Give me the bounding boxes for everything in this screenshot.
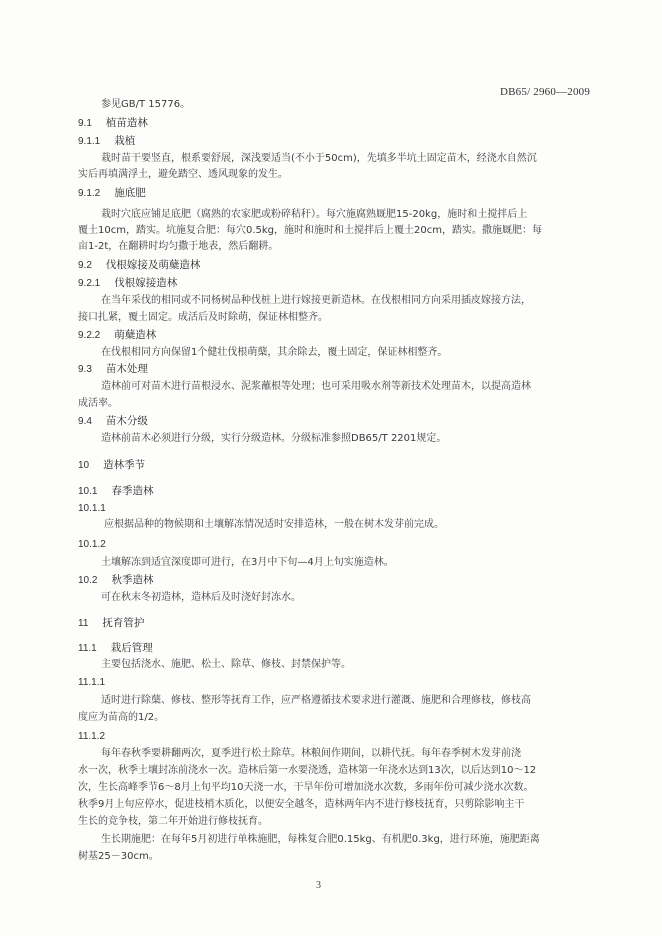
- section-title: 秋季造林: [111, 574, 154, 586]
- section-title: 施底肥: [114, 187, 146, 199]
- section-number: 10.2: [78, 575, 98, 586]
- body-line: [101, 380, 531, 394]
- body-text: 每年春秋季要耕翻两次，夏季进行松土除草。林粮间作期间，以耕代抚。每年春季树木发芽前浇: [101, 748, 521, 759]
- body-text: 主要包括浇水、施肥、松土、除草、修枝、封禁保护等。: [101, 659, 351, 670]
- section-heading: [78, 258, 200, 273]
- body-line: [78, 311, 328, 325]
- section-number: 10: [78, 460, 90, 471]
- body-line: [101, 747, 521, 761]
- body-line: [78, 850, 159, 864]
- body-text: 生长的竞争枝，第二年开始进行修枝抚育。: [78, 816, 268, 827]
- section-title: 春季造林: [111, 485, 154, 497]
- body-line: [101, 346, 447, 360]
- page-number: 3: [316, 880, 321, 891]
- section-number: 11.1: [78, 643, 97, 654]
- section-number: 10.1.2: [78, 539, 106, 550]
- section-number: 9.2.2: [78, 330, 101, 341]
- body-text: 生长期施肥：在每年5月初进行单株施肥，每株复合肥0.15kg、有机肥0.3kg，进行环施，施肥距离: [101, 834, 540, 845]
- section-title: 苗木处理: [105, 363, 148, 375]
- section-title: 植苗造林: [105, 117, 148, 129]
- body-line: [101, 152, 537, 166]
- body-line: [78, 397, 118, 411]
- section-number: 10.1.1: [78, 503, 106, 514]
- body-line: [104, 518, 444, 532]
- body-text: 成活率。: [78, 398, 118, 409]
- body-text: 次，生长高峰季节6～8月上旬平均10天浇一水，干旱年份可增加浇水次数，多雨年份可减少浇水次数。: [78, 782, 534, 793]
- body-line: [78, 711, 164, 725]
- section-heading: [78, 328, 156, 343]
- body-text: 秋季9月上旬应停水，促进枝梢木质化，以便安全越冬，造林两年内不进行修枝抚育，只剪除影响主干: [78, 799, 525, 810]
- section-title: 抚育管护: [102, 617, 145, 629]
- section-title: 栽后管理: [110, 642, 153, 654]
- section-heading: [78, 675, 105, 690]
- section-heading: [78, 186, 146, 201]
- section-number: 11: [78, 618, 89, 629]
- section-heading: [78, 537, 106, 552]
- section-heading: [78, 729, 105, 744]
- body-text: 亩1-2t，在翻耕时均匀撒于地表，然后翻耕。: [78, 241, 279, 252]
- body-text: 栽时穴底应铺足底肥（腐熟的农家肥或粉碎秸秆）。每穴施腐熟厩肥15-20kg，施时和土搅拌后上: [101, 209, 528, 220]
- body-text: 覆土10cm，踏实。坑施复合肥：每穴0.5kg，施时和施时和土搅拌后上覆土20cm，踏实。撒施厩肥：每: [78, 225, 542, 236]
- section-heading: [78, 116, 148, 131]
- body-line: [78, 781, 533, 795]
- section-number: 9.3: [78, 364, 92, 375]
- body-line: [78, 798, 524, 812]
- section-number: 9.2.1: [78, 278, 101, 289]
- body-text: 可在秋末冬初造林，造林后及时浇好封冻水。: [101, 592, 301, 603]
- body-line: [78, 764, 536, 778]
- body-text: 接口扎紧，覆土固定。成活后及时除萌，保证林相整齐。: [78, 312, 328, 323]
- body-text: 栽时苗干要竖直，根系要舒展，深浅要适当(不小于50cm)，先填多半坑土固定苗木，经浇水自然沉: [101, 153, 537, 164]
- section-heading: [78, 573, 153, 588]
- body-text: 在伐根相同方向保留1个健壮伐根萌蘖，其余除去，覆土固定，保证林相整齐。: [101, 347, 448, 358]
- section-title: 萌蘖造林: [114, 329, 157, 341]
- body-line: [101, 658, 351, 672]
- section-title: 造林季节: [103, 459, 146, 471]
- body-line: [78, 815, 268, 829]
- body-text: 实后再填满浮土，避免踏空、透风现象的发生。: [78, 169, 288, 180]
- body-line: [101, 556, 394, 570]
- body-text: 树基25－30cm。: [78, 851, 159, 862]
- section-heading: [78, 458, 145, 473]
- section-heading: [78, 362, 148, 377]
- body-text: 造林前可对苗木进行苗根浸水、泥浆蘸根等处理；也可采用吸水剂等新技术处理苗木，以提高造林: [101, 381, 531, 392]
- section-number: 9.1.2: [78, 188, 101, 199]
- section-heading: [78, 616, 144, 631]
- section-heading: [78, 276, 177, 291]
- document-code: DB65/ 2960—2009: [500, 86, 591, 98]
- section-title: 伐根嫁接及萌蘖造林: [105, 259, 201, 271]
- section-title: 苗木分级: [105, 415, 148, 427]
- body-text: 应根据品种的物候期和土壤解冻情况适时安排造林，一般在树木发芽前完成。: [104, 519, 444, 530]
- body-text: 度应为苗高的1/2。: [78, 712, 165, 723]
- body-line: [101, 694, 531, 708]
- section-heading: [78, 641, 153, 656]
- body-text: 造林前苗木必须进行分级，实行分级造林。分级标准参照DB65/T 2201规定。: [101, 433, 447, 444]
- section-heading: [78, 134, 135, 149]
- section-number: 9.1: [78, 118, 92, 129]
- section-number: 9.1.1: [78, 136, 101, 147]
- body-line: [101, 833, 540, 847]
- section-number: 10.1: [78, 486, 98, 497]
- section-number: 9.2: [78, 260, 92, 271]
- body-line: [78, 168, 288, 182]
- body-line: [101, 432, 446, 446]
- body-line: [101, 98, 190, 112]
- section-number: 9.4: [78, 416, 92, 427]
- body-text: 适时进行除蘖、修枝、整形等抚育工作，应严格遵循技术要求进行灌溉、施肥和合理修枝，修枝高: [101, 695, 531, 706]
- section-number: 11.1.2: [78, 731, 106, 742]
- section-number: 11.1.1: [78, 677, 106, 688]
- section-heading: [78, 501, 106, 516]
- body-line: [78, 224, 542, 238]
- body-text: 土壤解冻到适宜深度即可进行，在3月中下旬—4月上旬实施造林。: [101, 557, 394, 568]
- body-line: [78, 240, 278, 254]
- section-heading: [78, 484, 153, 499]
- body-line: [101, 294, 531, 308]
- body-line: [101, 591, 301, 605]
- body-text: 水一次，秋季土壤封冻前浇水一次。造林后第一水要浇透，造林第一年浇水达到13次，以后达到10～12: [78, 765, 537, 776]
- section-title: 伐根嫁接造林: [114, 277, 178, 289]
- section-heading: [78, 414, 148, 429]
- section-title: 栽植: [114, 135, 136, 147]
- body-text: 参见GB/T 15776。: [101, 99, 191, 110]
- body-text: 在当年采伐的相同或不同杨树品种伐桩上进行嫁接更新造林。在伐根相同方向采用插皮嫁接方法，: [101, 295, 531, 306]
- body-line: [101, 208, 527, 222]
